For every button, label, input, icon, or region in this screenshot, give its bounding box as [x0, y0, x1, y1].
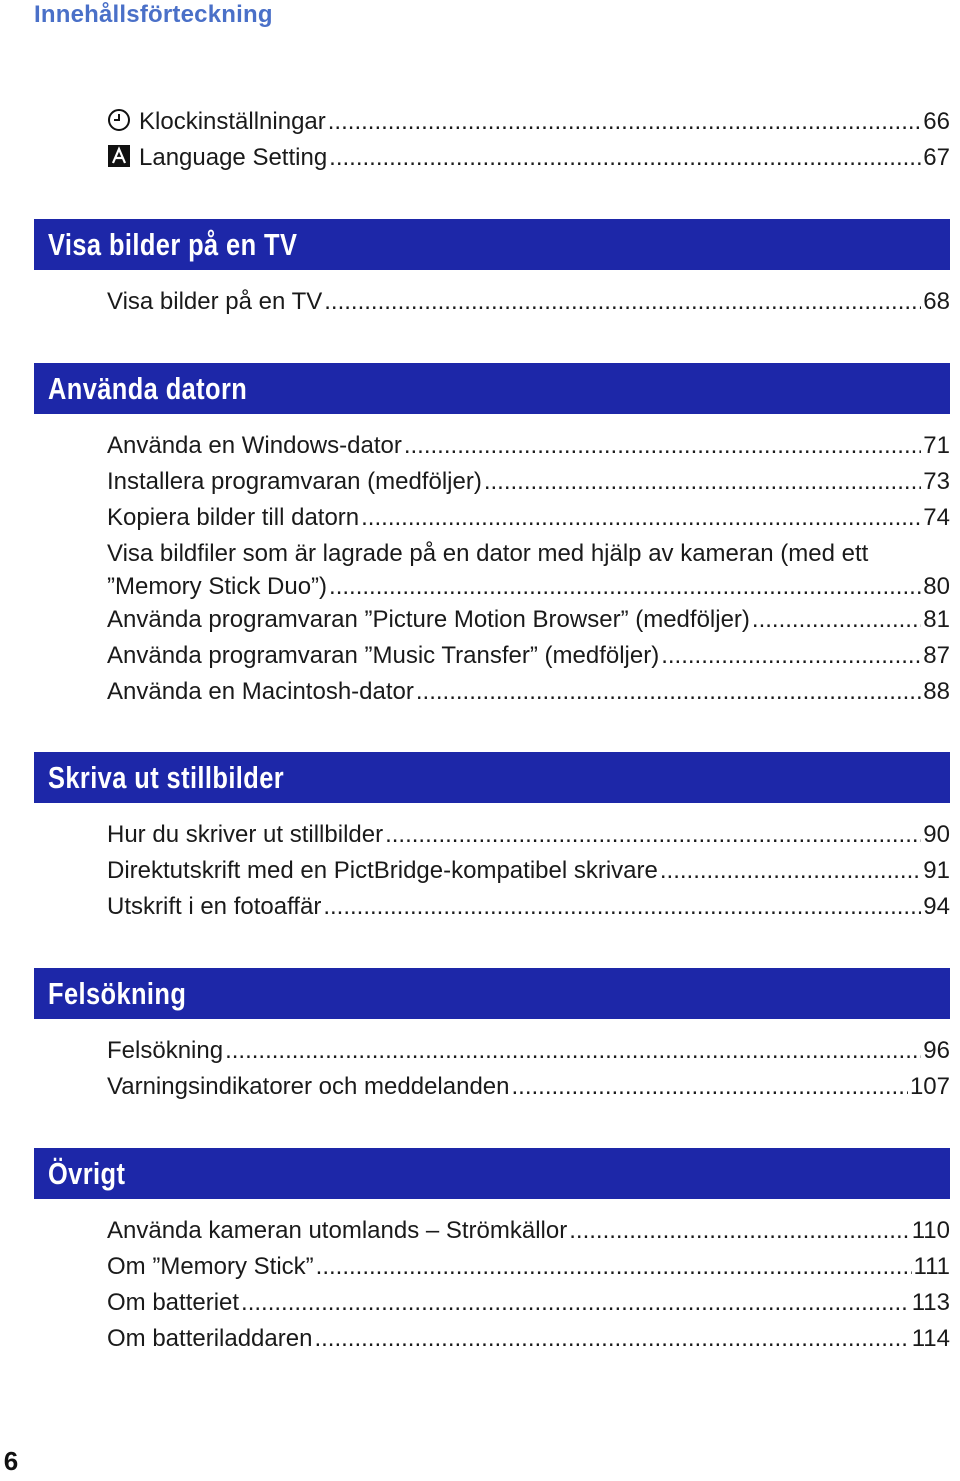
toc-entry-title: Hur du skriver ut stillbilder — [107, 821, 384, 848]
toc-entry-page: 67 — [923, 144, 950, 171]
toc-entry-language[interactable] — [107, 140, 950, 176]
leader-dots — [328, 104, 922, 140]
toc-entry[interactable] — [107, 1033, 950, 1069]
toc-entry[interactable] — [107, 602, 950, 638]
toc-entry-page: 113 — [911, 1289, 950, 1316]
toc-entry-title: Klockinställningar — [139, 108, 326, 135]
toc-entry-page: 87 — [923, 642, 950, 669]
toc-entry-page: 68 — [923, 288, 950, 315]
toc-entry-title: Installera programvaran (medföljer) — [107, 468, 482, 495]
toc-entry-title: Använda en Windows-dator — [107, 432, 402, 459]
leader-dots — [569, 1213, 910, 1249]
leader-dots — [661, 638, 921, 674]
toc-entry-page: 107 — [909, 1073, 950, 1100]
leader-dots — [329, 572, 921, 602]
section-heading: Använda datorn — [34, 363, 950, 414]
toc-entry-page: 71 — [923, 432, 950, 459]
toc-entry[interactable] — [107, 1321, 950, 1357]
toc-entry-title: Utskrift i en fotoaffär — [107, 893, 322, 920]
toc-entry-page: 94 — [923, 893, 950, 920]
toc-entry-page: 111 — [913, 1253, 950, 1280]
toc-entry[interactable] — [107, 889, 950, 925]
toc-entry-page: 91 — [923, 857, 950, 884]
clock-icon — [107, 108, 131, 132]
leader-dots — [324, 284, 921, 320]
leader-dots — [385, 817, 921, 853]
toc-entry-title: Language Setting — [139, 144, 328, 171]
leader-dots — [752, 602, 921, 638]
toc-entry-page: 66 — [923, 108, 950, 135]
toc-top-entries — [107, 104, 950, 176]
toc-section-4 — [107, 1033, 950, 1105]
leader-dots — [660, 853, 921, 889]
toc-entry-page: 80 — [923, 573, 950, 600]
toc-entry[interactable] — [107, 817, 950, 853]
toc-entry-title: Varningsindikatorer och meddelanden — [107, 1073, 510, 1100]
toc-entry[interactable] — [107, 500, 950, 536]
language-a-icon — [107, 144, 131, 168]
toc-entry[interactable] — [107, 674, 950, 710]
toc-entry-page: 114 — [911, 1325, 950, 1352]
section-heading: Skriva ut stillbilder — [34, 752, 950, 803]
toc-entry[interactable] — [107, 853, 950, 889]
leader-dots — [416, 674, 921, 710]
toc-entry-page: 110 — [911, 1217, 950, 1244]
toc-section-3 — [107, 817, 950, 925]
toc-entry-title: ”Memory Stick Duo”) — [107, 573, 328, 600]
page-number: 6 — [3, 1446, 19, 1476]
section-ovrigt — [34, 1148, 950, 1199]
toc-entry[interactable] — [107, 1069, 950, 1105]
toc-entry-page: 73 — [923, 468, 950, 495]
toc-entry-multiline[interactable] — [107, 536, 950, 602]
toc-entry[interactable] — [107, 638, 950, 674]
leader-dots — [361, 500, 921, 536]
section-heading: Visa bilder på en TV — [34, 219, 950, 270]
toc-section-1 — [107, 284, 950, 320]
leader-dots — [511, 1069, 907, 1105]
toc-entry-title: Använda programvaran ”Music Transfer” (medföljer) — [107, 642, 660, 669]
page-header: Innehållsförteckning — [34, 1, 273, 28]
section-anvanda-datorn — [34, 363, 950, 414]
toc-entry-title: Felsökning — [107, 1037, 224, 1064]
toc-entry-page: 90 — [923, 821, 950, 848]
toc-section-5 — [107, 1213, 950, 1357]
leader-dots — [241, 1285, 910, 1321]
toc-entry[interactable] — [107, 1249, 950, 1285]
leader-dots — [404, 428, 921, 464]
toc-entry[interactable] — [107, 1213, 950, 1249]
toc-entry-title: Om batteriladdaren — [107, 1325, 313, 1352]
toc-entry-clock[interactable] — [107, 104, 950, 140]
toc-entry[interactable] — [107, 1285, 950, 1321]
leader-dots — [484, 464, 921, 500]
leader-dots — [323, 889, 921, 925]
leader-dots — [225, 1033, 921, 1069]
section-heading: Felsökning — [34, 968, 950, 1019]
toc-entry-title: Om batteriet — [107, 1289, 240, 1316]
toc-entry-title: Använda programvaran ”Picture Motion Browser” (medföljer) — [107, 606, 750, 633]
leader-dots — [314, 1321, 909, 1357]
section-visa-bilder — [34, 219, 950, 270]
section-felsokning — [34, 968, 950, 1019]
toc-entry-page: 81 — [923, 606, 950, 633]
toc-entry-title: Kopiera bilder till datorn — [107, 504, 360, 531]
toc-entry-title: Om ”Memory Stick” — [107, 1253, 314, 1280]
toc-entry[interactable] — [107, 284, 950, 320]
toc-section-2 — [107, 428, 950, 710]
toc-entry-title: Visa bilder på en TV — [107, 288, 323, 315]
toc-entry-title: Använda en Macintosh-dator — [107, 678, 414, 705]
toc-entry-title-line1: Visa bildfiler som är lagrade på en dator med hjälp av kameran (med ett — [107, 540, 869, 567]
section-heading: Övrigt — [34, 1148, 950, 1199]
leader-dots — [316, 1249, 912, 1285]
toc-entry-page: 88 — [923, 678, 950, 705]
toc-entry-title: Använda kameran utomlands – Strömkällor — [107, 1217, 568, 1244]
toc-entry-page: 96 — [923, 1037, 950, 1064]
leader-dots — [329, 140, 921, 176]
toc-entry[interactable] — [107, 428, 950, 464]
section-skriva-ut — [34, 752, 950, 803]
toc-entry-page: 74 — [923, 504, 950, 531]
toc-entry-title: Direktutskrift med en PictBridge-kompatibel skrivare — [107, 857, 658, 884]
toc-entry[interactable] — [107, 464, 950, 500]
